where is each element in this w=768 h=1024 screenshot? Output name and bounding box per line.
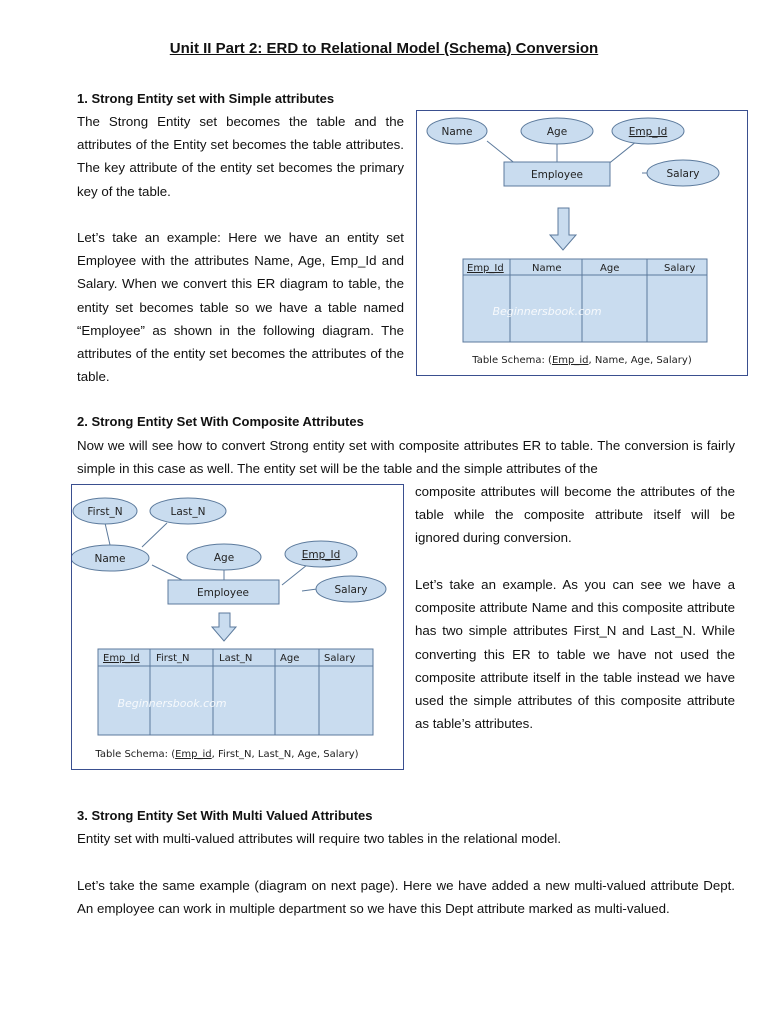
arrow-down-icon [212, 613, 236, 641]
section2-side2: Let’s take an example. As you can see we have a composite attribute Name and this composite attribute has two simple attributes First_N and Last_N. While converting this ER to table we have not used the composite attribute itself in the table instead we have used the simple attributes of this composite attribute as table’s attributes. [415, 577, 735, 732]
table-header-first-n: First_N [156, 653, 190, 664]
watermark: Beginnersbook.com [492, 305, 602, 318]
section3-para1: Entity set with multi-valued attributes will require two tables in the relational model. [77, 831, 562, 846]
arrow-down-icon [550, 208, 576, 250]
attribute-last-n-label: Last_N [170, 506, 206, 518]
section2-intro: Now we will see how to convert Strong entity set with composite attributes ER to table. The conversion is fairly simple in this case as well. The entity set will be the table and the simple attributes of the [77, 438, 735, 477]
table-schema-caption: Table Schema: (Emp_id, First_N, Last_N, Age, Salary) [95, 749, 359, 760]
attribute-first-n-label: First_N [87, 506, 123, 518]
attribute-age-label: Age [546, 126, 568, 138]
section2-side1: composite attributes will become the attributes of the table while the composite attribute itself will be ignored during conversion. [415, 484, 735, 546]
er-diagram-composite [71, 484, 404, 770]
entity-employee-label: Employee [530, 169, 584, 181]
attribute-salary-label: Salary [334, 584, 368, 596]
section1-heading: 1. Strong Entity set with Simple attributes [77, 91, 335, 106]
attribute-empid-label: Emp_Id [628, 126, 668, 138]
table-header-empid: Emp_Id [467, 263, 504, 274]
entity-employee-label: Employee [196, 587, 250, 599]
page-title: Unit II Part 2: ERD to Relational Model (Schema) Conversion [169, 40, 599, 57]
attribute-name-label: Name [441, 126, 473, 138]
table-header-last-n: Last_N [219, 653, 253, 664]
attribute-age-label: Age [213, 552, 235, 564]
table-header-salary: Salary [664, 263, 696, 274]
table-header-salary: Salary [324, 653, 356, 664]
section2-heading: 2. Strong Entity Set With Composite Attributes [77, 414, 364, 429]
table-header-name: Name [532, 263, 562, 274]
attribute-empid-label: Emp_Id [301, 549, 341, 561]
table-schema-caption: Table Schema: (Emp_id, Name, Age, Salary) [472, 355, 692, 366]
section3-para2: Let’s take the same example (diagram on next page). Here we have added a new multi-valued attribute Dept. An employee can work in multiple department so we have this Dept attribute marked as multi-valued. [77, 878, 735, 917]
section1-para1: The Strong Entity set becomes the table and the attributes of the Entity set becomes the table attributes. The key attribute of the entity set becomes the primary key of the table. [77, 114, 404, 199]
table-header-empid: Emp_Id [103, 653, 140, 664]
attribute-salary-label: Salary [666, 168, 700, 180]
table-header-age: Age [600, 263, 620, 274]
er-diagram-simple [416, 110, 748, 376]
watermark: Beginnersbook.com [117, 697, 227, 710]
section1-para2: Let’s take an example: Here we have an entity set Employee with the attributes Name, Age, Emp_Id and Salary. When we convert this ER diagram to table, the entity set becomes table so we have a table named “Employee” as shown in the following diagram. The attributes of the entity set becomes the attributes of the table. [77, 230, 404, 385]
attribute-name-composite-label: Name [94, 553, 126, 565]
table-header-age: Age [280, 653, 300, 664]
section3-heading: 3. Strong Entity Set With Multi Valued Attributes [77, 808, 373, 823]
